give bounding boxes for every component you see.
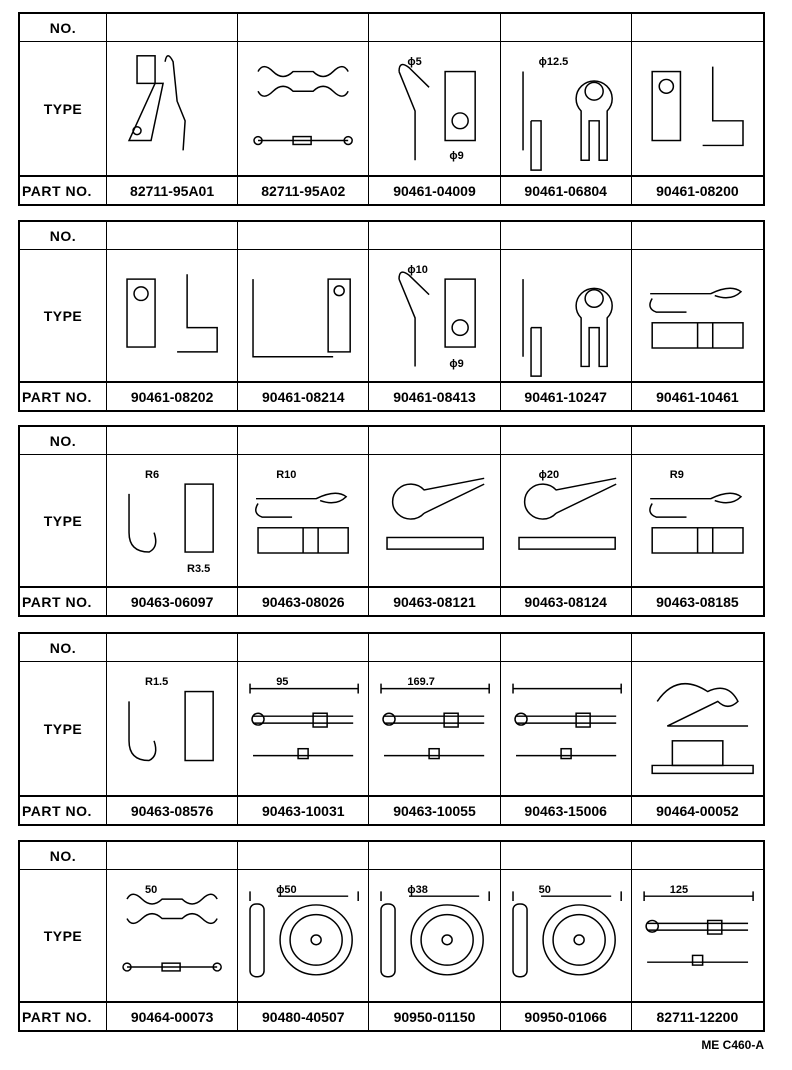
part-drawing <box>632 870 763 1002</box>
part-number: 90461-10461 <box>632 382 763 410</box>
part-number: 90463-08121 <box>369 587 500 615</box>
tie-drawing <box>238 662 368 795</box>
clamp-drawing <box>632 662 763 795</box>
loop-clip-drawing <box>501 455 631 586</box>
no-cell <box>369 634 500 662</box>
no-label: NO. <box>20 427 107 455</box>
part-number: 90464-00052 <box>632 796 763 824</box>
part-drawing <box>238 42 369 176</box>
part-no-label: PART NO. <box>20 382 107 410</box>
no-cell <box>107 222 238 250</box>
no-cell <box>501 222 632 250</box>
page-code: ME C460-A <box>701 1038 764 1052</box>
part-drawing <box>107 662 238 796</box>
dimension-label: ϕ50 <box>276 884 297 896</box>
part-drawing <box>238 455 369 587</box>
long-hook-drawing <box>238 250 368 381</box>
part-number: 90461-08413 <box>369 382 500 410</box>
no-cell <box>501 634 632 662</box>
wire-clip-drawing <box>632 455 763 586</box>
part-drawing <box>501 42 632 176</box>
part-no-label: PART NO. <box>20 176 107 204</box>
wire-clip-drawing <box>632 250 763 381</box>
no-cell <box>632 842 763 870</box>
dimension-label: R6 <box>145 469 160 481</box>
grommet-drawing <box>238 870 368 1001</box>
dimension-label: 125 <box>669 884 689 896</box>
bracket-drawing <box>107 42 237 175</box>
no-cell <box>369 14 500 42</box>
part-drawing <box>238 662 369 796</box>
no-label: NO. <box>20 222 107 250</box>
parts-table <box>18 12 765 206</box>
part-number: 90463-08185 <box>632 587 763 615</box>
part-drawing <box>632 662 763 796</box>
part-drawing <box>501 870 632 1002</box>
part-drawing <box>107 870 238 1002</box>
part-drawing <box>501 455 632 587</box>
no-cell <box>107 427 238 455</box>
no-label: NO. <box>20 842 107 870</box>
band-drawing <box>107 870 237 1001</box>
part-drawing <box>501 662 632 796</box>
type-label: TYPE <box>20 870 107 1002</box>
part-number: 90950-01150 <box>369 1002 500 1030</box>
type-label: TYPE <box>20 42 107 176</box>
dimension-label: R9 <box>669 469 684 481</box>
type-label: TYPE <box>20 250 107 382</box>
no-cell <box>369 427 500 455</box>
part-drawing <box>501 250 632 382</box>
tie-drawing <box>632 870 763 1001</box>
parts-table <box>18 840 765 1032</box>
no-cell <box>238 634 369 662</box>
no-cell <box>238 427 369 455</box>
dimension-label: ϕ10 <box>407 264 428 276</box>
part-number: 90464-00073 <box>107 1002 238 1030</box>
part-drawing <box>238 870 369 1002</box>
parts-table <box>18 632 765 826</box>
part-number: 82711-12200 <box>632 1002 763 1030</box>
part-number: 90461-10247 <box>501 382 632 410</box>
no-cell <box>632 634 763 662</box>
dimension-label: R10 <box>276 469 297 481</box>
no-cell <box>107 842 238 870</box>
part-no-label: PART NO. <box>20 1002 107 1030</box>
part-no-label: PART NO. <box>20 796 107 824</box>
r-clip-drawing <box>107 662 237 795</box>
dimension-label: ϕ38 <box>407 884 428 896</box>
grommet-drawing <box>501 870 631 1001</box>
type-label: TYPE <box>20 662 107 796</box>
dimension-label: 95 <box>276 676 289 688</box>
wire-clip-drawing <box>238 455 368 586</box>
part-drawing <box>632 455 763 587</box>
r-clip-drawing <box>107 455 237 586</box>
dimension-label: 50 <box>145 884 158 896</box>
part-number: 90463-06097 <box>107 587 238 615</box>
part-drawing <box>632 42 763 176</box>
clip-lug-drawing <box>369 42 499 175</box>
ring-lug-drawing <box>501 250 631 381</box>
part-drawing <box>107 455 238 587</box>
part-no-label: PART NO. <box>20 587 107 615</box>
dimension-label: ϕ20 <box>538 469 560 481</box>
dimension-label: 169.7 <box>407 676 435 688</box>
dimension-label: ϕ5 <box>407 56 422 68</box>
no-cell <box>369 222 500 250</box>
part-drawing <box>107 42 238 176</box>
part-number: 90461-08202 <box>107 382 238 410</box>
grommet-drawing <box>369 870 499 1001</box>
parts-table <box>18 220 765 412</box>
dimension-label: ϕ9 <box>449 358 464 370</box>
part-drawing <box>369 870 500 1002</box>
no-cell <box>632 14 763 42</box>
part-drawing <box>369 42 500 176</box>
part-number: 90461-04009 <box>369 176 500 204</box>
no-cell <box>107 14 238 42</box>
part-number: 90463-08026 <box>238 587 369 615</box>
no-cell <box>107 634 238 662</box>
part-number: 90463-10055 <box>369 796 500 824</box>
dimension-label: 50 <box>538 884 551 896</box>
no-label: NO. <box>20 14 107 42</box>
dimension-label: ϕ12.5 <box>538 56 569 68</box>
part-number: 90461-08214 <box>238 382 369 410</box>
no-cell <box>501 14 632 42</box>
no-cell <box>238 842 369 870</box>
no-cell <box>501 427 632 455</box>
dimension-label: ϕ9 <box>449 150 464 162</box>
dimension-label: R1.5 <box>145 676 169 688</box>
part-drawing <box>238 250 369 382</box>
part-number: 90480-40507 <box>238 1002 369 1030</box>
part-drawing <box>369 455 500 587</box>
hook-lug-drawing <box>632 42 763 175</box>
no-cell <box>238 14 369 42</box>
part-number: 90461-06804 <box>501 176 632 204</box>
no-cell <box>632 427 763 455</box>
part-number: 82711-95A01 <box>107 176 238 204</box>
part-number: 90463-08576 <box>107 796 238 824</box>
hook-lug-drawing <box>107 250 237 381</box>
parts-table <box>18 425 765 617</box>
band-drawing <box>238 42 368 175</box>
no-cell <box>369 842 500 870</box>
clip-lug-drawing <box>369 250 499 381</box>
part-number: 90950-01066 <box>501 1002 632 1030</box>
type-label: TYPE <box>20 455 107 587</box>
no-cell <box>501 842 632 870</box>
part-number: 90463-08124 <box>501 587 632 615</box>
no-cell <box>632 222 763 250</box>
part-drawing <box>369 250 500 382</box>
part-number: 90463-15006 <box>501 796 632 824</box>
part-number: 82711-95A02 <box>238 176 369 204</box>
no-cell <box>238 222 369 250</box>
no-label: NO. <box>20 634 107 662</box>
part-number: 90461-08200 <box>632 176 763 204</box>
loop-clip-drawing <box>369 455 499 586</box>
part-drawing <box>632 250 763 382</box>
dimension-label: R3.5 <box>187 563 211 575</box>
part-drawing <box>107 250 238 382</box>
part-drawing <box>369 662 500 796</box>
part-number: 90463-10031 <box>238 796 369 824</box>
tie-drawing <box>501 662 631 795</box>
